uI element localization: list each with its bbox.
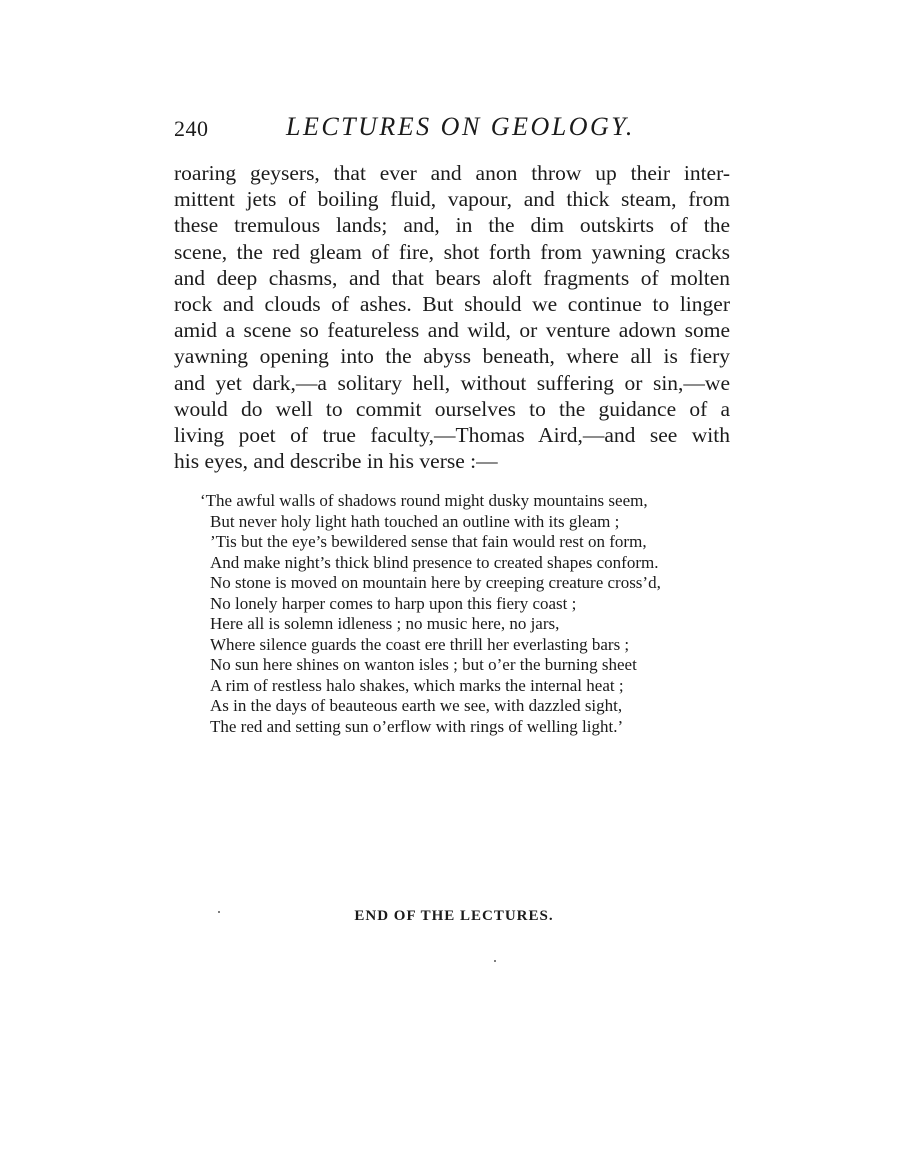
- body-line: scene, the red gleam of fire, shot forth from yawning cracks: [174, 239, 730, 264]
- end-note-text: END OF THE LECTURES.: [354, 908, 554, 924]
- verse-quotation: [200, 491, 720, 737]
- verse-line: As in the days of beauteous earth we see, with dazzled sight,: [210, 696, 623, 715]
- verse-line: ‘The awful walls of shadows round might dusky mountains seem,: [200, 491, 648, 510]
- verse-line: Here all is solemn idleness ; no music here, no jars,: [210, 614, 560, 633]
- verse-line: No lonely harper comes to harp upon this fiery coast ;: [210, 593, 577, 613]
- verse-line: ’Tis but the eye’s bewildered sense that fain would rest on form,: [210, 532, 647, 551]
- running-title: LECTURES ON GEOLOGY.: [286, 112, 635, 141]
- page-number: 240: [174, 116, 209, 141]
- verse-line: Where silence guards the coast ere thrill her everlasting bars ;: [210, 634, 630, 654]
- verse-line: No sun here shines on wanton isles ; but o’er the burning sheet: [210, 655, 637, 674]
- body-line: rock and clouds of ashes. But should we continue to linger: [174, 291, 730, 316]
- body-line: would do well to commit ourselves to the guidance of a: [174, 396, 730, 421]
- body-paragraph: [174, 160, 730, 474]
- body-line: roaring geysers, that ever and anon throw up their inter-: [174, 161, 730, 185]
- running-head: [174, 112, 734, 148]
- paper-speck: [218, 911, 220, 913]
- body-line: yawning opening into the abyss beneath, where all is fiery: [174, 344, 730, 369]
- verse-line: The red and setting sun o’erflow with rings of welling light.’: [210, 716, 624, 736]
- verse-line: A rim of restless halo shakes, which marks the internal heat ;: [210, 675, 624, 695]
- body-line: living poet of true faculty,—Thomas Aird,—and see with: [174, 422, 730, 447]
- body-line: these tremulous lands; and, in the dim outskirts of the: [174, 213, 730, 238]
- paper-speck: [494, 960, 496, 962]
- body-line: mittent jets of boiling fluid, vapour, and thick steam, from: [174, 187, 730, 212]
- verse-line: But never holy light hath touched an outline with its gleam ;: [210, 511, 620, 531]
- body-line: his eyes, and describe in his verse :—: [174, 449, 498, 474]
- verse-line: And make night’s thick blind presence to created shapes conform.: [210, 552, 659, 572]
- body-line: and deep chasms, and that bears aloft fragments of molten: [174, 265, 730, 290]
- body-line: amid a scene so featureless and wild, or venture adown some: [174, 318, 730, 343]
- end-note: [0, 908, 900, 925]
- verse-line: No stone is moved on mountain here by creeping creature cross’d,: [210, 573, 661, 592]
- body-line: and yet dark,—a solitary hell, without suffering or sin,—we: [174, 370, 730, 395]
